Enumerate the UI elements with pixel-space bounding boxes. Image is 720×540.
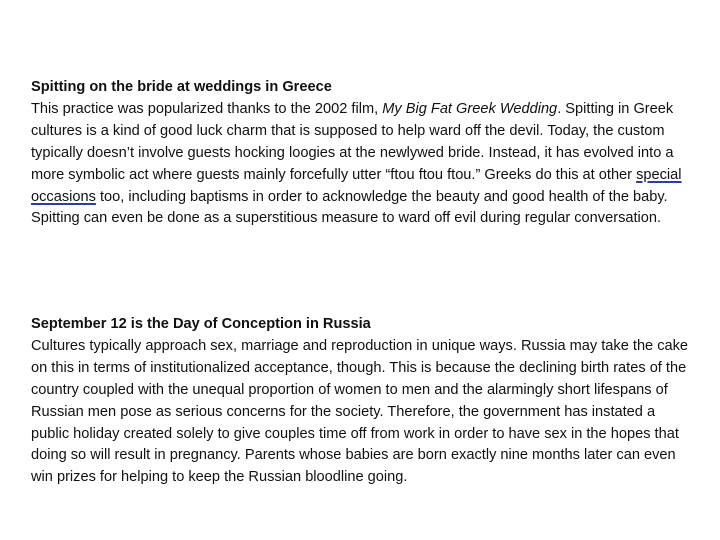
greece-heading: Spitting on the bride at weddings in Greece xyxy=(31,79,332,95)
greece-body-text-2: . Spitting in Greek cultures is a kind of good luck charm that is supposed to help ward off the devil. Today, the custom typically doesn’t involve guests hocking loogies at the newlywed bride. Instead, it has evolved into a more symbolic act where guests mainly forcefully utter “ftou ftou ftou.” Greeks do this at other xyxy=(31,100,674,183)
greece-body xyxy=(31,99,691,230)
greece-section xyxy=(31,77,691,230)
greece-film-title: My Big Fat Greek Wedding xyxy=(382,100,558,117)
special-occasions-link[interactable]: special occasions xyxy=(31,166,682,205)
greece-body-text-3: too, including baptisms in order to acknowledge the beauty and good health of the baby. Spitting can even be done as a superstitious measure to ward off evil during regular conversation. xyxy=(31,188,668,227)
russia-heading: September 12 is the Day of Conception in Russia xyxy=(31,316,371,332)
russia-body: Cultures typically approach sex, marriage and reproduction in unique ways. Russia may take the cake on this in terms of institutionalized acceptance, though. This is because the declining birth rates of the country coupled with the unequal proportion of women to men and the alarmingly short lifespans of Russian men pose as serious concerns for the society. Therefore, the government has instated a public holiday created solely to give couples time off from work in order to have sex in the hopes that doing so will result in pregnancy. Parents whose babies are born exactly nine months later can even win prizes for helping to keep the Russian bloodline going. xyxy=(31,337,689,486)
greece-body-text-1: This practice was popularized thanks to the 2002 film, xyxy=(31,100,383,117)
russia-section xyxy=(31,314,691,489)
